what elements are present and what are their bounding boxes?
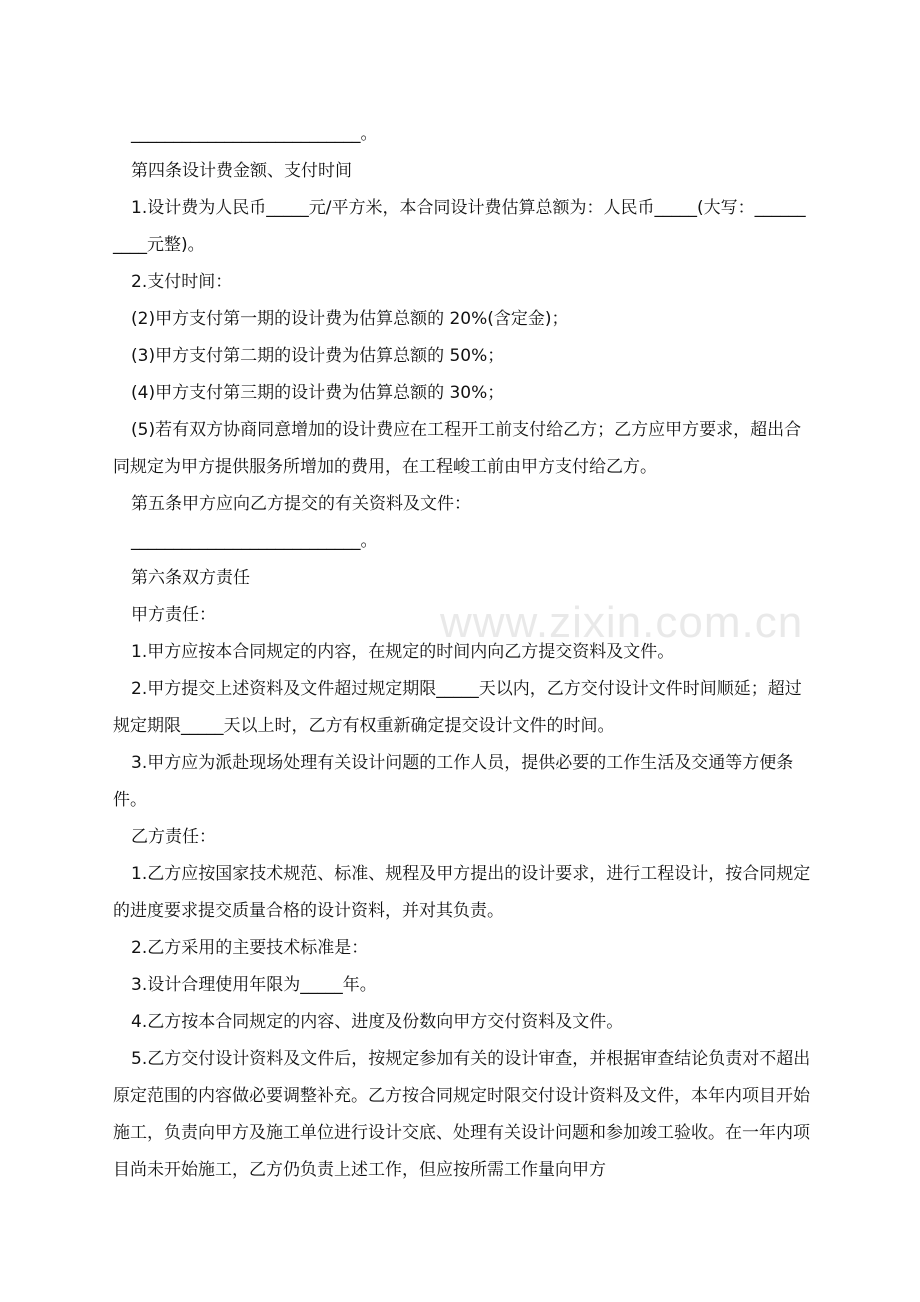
party-a-item-2: 2.甲方提交上述资料及文件超过规定期限_____天以内，乙方交付设计文件时间顺延；超过规定期限_____天以上时，乙方有权重新确定提交设计文件的时间。 <box>113 679 802 736</box>
payment-phase-1: (2)甲方支付第一期的设计费为估算总额的 20%(含定金)； <box>131 309 569 329</box>
contract-body <box>113 116 813 1189</box>
article-6-heading: 第六条双方责任 <box>131 568 250 588</box>
party-a-heading: 甲方责任： <box>131 605 216 625</box>
article-4-item-2: 2.支付时间： <box>131 272 233 292</box>
party-a-item-3: 3.甲方应为派赴现场处理有关设计问题的工作人员，提供必要的工作生活及交通等方便条件。 <box>113 753 794 810</box>
party-a-item-1: 1.甲方应按本合同规定的内容，在规定的时间内向乙方提交资料及文件。 <box>131 642 675 662</box>
party-b-item-3: 3.设计合理使用年限为_____年。 <box>131 975 377 995</box>
payment-phase-2: (3)甲方支付第二期的设计费为估算总额的 50%； <box>131 346 505 366</box>
article-4-heading: 第四条设计费金额、支付时间 <box>131 161 352 181</box>
blank-line-2: ___________________________。 <box>131 531 378 551</box>
party-b-item-1: 1.乙方应按国家技术规范、标准、规程及甲方提出的设计要求，进行工程设计，按合同规定的进度要求提交质量合格的设计资料，并对其负责。 <box>113 864 811 921</box>
party-b-item-4: 4.乙方按本合同规定的内容、进度及份数向甲方交付资料及文件。 <box>131 1012 624 1032</box>
party-b-item-2: 2.乙方采用的主要技术标准是： <box>131 938 369 958</box>
party-b-heading: 乙方责任： <box>131 827 216 847</box>
payment-additional: (5)若有双方协商同意增加的设计费应在工程开工前支付给乙方；乙方应甲方要求，超出合同规定为甲方提供服务所增加的费用，在工程峻工前由甲方支付给乙方。 <box>113 420 802 477</box>
party-b-item-5: 5.乙方交付设计资料及文件后，按规定参加有关的设计审查，并根据审查结论负责对不超出原定范围的内容做必要调整补充。乙方按合同规定时限交付设计资料及文件，本年内项目开始施工，负责向甲方及施工单位进行设计交底、处理有关设计问题和参加竣工验收。在一年内项目尚未开始施工，乙方仍负责上述工作，但应按所需工作量向甲方 <box>113 1049 811 1180</box>
article-4-item-1: 1.设计费为人民币_____元/平方米，本合同设计费估算总额为：人民币_____(大写：__________元整)。 <box>113 198 806 255</box>
blank-line-1: ___________________________。 <box>131 124 378 144</box>
payment-phase-3: (4)甲方支付第三期的设计费为估算总额的 30%； <box>131 383 505 403</box>
watermark: www.zixin.com.cn <box>440 598 804 647</box>
article-5-heading: 第五条甲方应向乙方提交的有关资料及文件： <box>131 494 471 514</box>
